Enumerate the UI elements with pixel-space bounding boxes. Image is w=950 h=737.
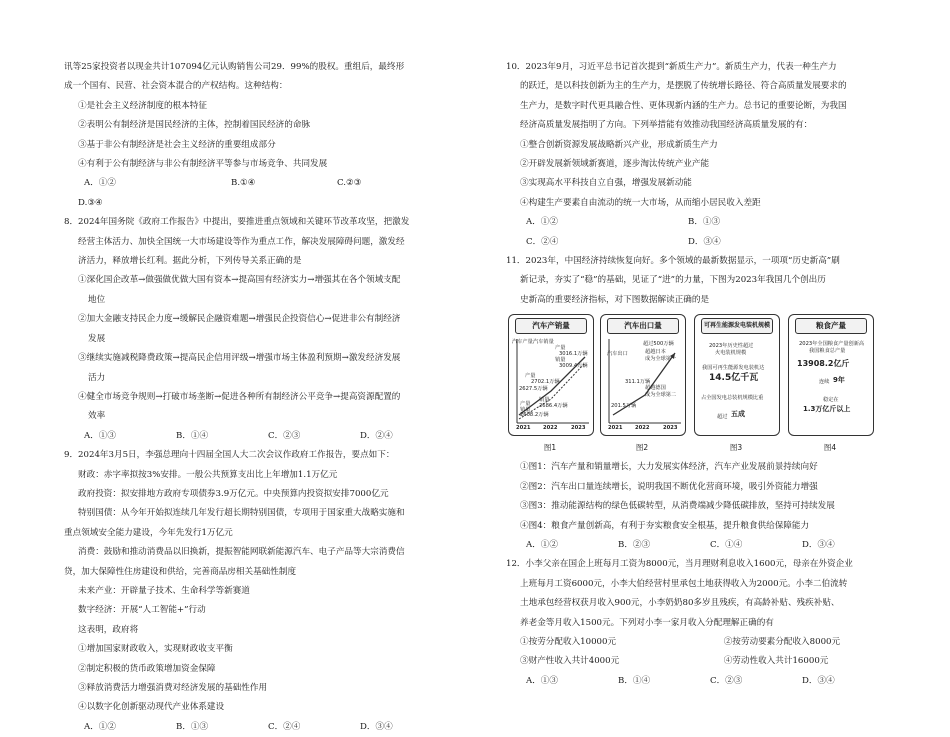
q12-stem: 12．小李父亲在国企上班每月工资为8000元，当月理财利息收入1600元，母亲在外资企业 — [506, 559, 853, 570]
q7-choice-b[interactable]: B.①④ — [231, 178, 256, 189]
q10-answer-choices — [506, 213, 908, 232]
q9-line: 政府投资：拟安排地方政府专项债券3.9万亿元。中央预算内投资拟安排7000亿元 — [78, 488, 389, 499]
q10-stem: 经济高质量发展指明了方向。下列举措能有效推动我国经济高质量发展的有： — [520, 120, 813, 131]
panel-title: 粮食产量 — [795, 318, 867, 334]
q12-stem: 养老金等月收入1500元。下列对小李一家月收入分配理解正确的有 — [520, 617, 774, 628]
q9-stem: 9．2024年3月5日，李强总理向十四届全国人大二次会议作政府工作报告，要点如下： — [64, 450, 395, 461]
text: 我国粮食总产量 — [809, 348, 846, 355]
q10-choice-c[interactable]: C．②④ — [526, 236, 559, 247]
label: 超过500万辆 — [643, 341, 674, 348]
panel-title: 汽车产销量 — [515, 318, 587, 334]
share-value: 五成 — [731, 410, 745, 419]
q12-option-2: ②按劳动要素分配收入8000元 — [723, 636, 841, 647]
q10-answer-choices-2 — [506, 233, 908, 252]
q11-stem: 11．2023年，中国经济持续恢复向好。多个领域的最新数据显示，一项项“历史新高”刷 — [506, 256, 840, 267]
q11-option-3: ③图3：推动能源结构的绿色低碳转型，从消费端减少降低碳排放，坚持可持续发展 — [520, 501, 835, 512]
figure-panel-car-exports — [600, 314, 686, 436]
q8-answer-choices — [64, 427, 457, 446]
q11-option-1: ①图1：汽车产量和销量增长，大力发展实体经济，汽车产业发展前景持续向好 — [520, 462, 818, 473]
q9-choice-a[interactable]: A．①② — [84, 721, 116, 732]
q10-stem: 的跃迁，是以科技创新为主的生产力，是摆脱了传统增长路径、符合高质量发展要求的 — [520, 81, 847, 92]
q12-option-1: ①按劳分配收入10000元 — [520, 636, 617, 647]
q10-option-4: ④构建生产要素自由流动的统一大市场，从而缩小居民收入差距 — [520, 197, 761, 208]
panel-title: 汽车出口量 — [607, 318, 679, 334]
x-tick: 2021 — [608, 425, 623, 432]
q9-option-2: ②制定积极的货币政策增加资金保障 — [78, 663, 216, 674]
q8-option-1-cont: 地位 — [88, 294, 106, 305]
q8-option-3: ③继续实施减税降费政策→提高民企信用评级→增强市场主体盈利预期→激发经济发展 — [78, 353, 401, 364]
grain-output-value: 13908.2亿斤 — [797, 359, 850, 369]
x-tick: 2023 — [571, 425, 586, 432]
q9-choice-d[interactable]: D．③④ — [360, 721, 393, 732]
q12-stem: 上班每月工资6000元，小李大伯经营村里承包土地获得收入为2000元。小李二伯流转 — [520, 578, 848, 589]
q10-choice-b[interactable]: B．①③ — [688, 217, 721, 228]
q9-line: 这表明，政府将 — [78, 624, 139, 635]
figure-caption: 图1 — [543, 443, 557, 453]
q9-answer-choices — [64, 718, 457, 737]
q12-choice-b[interactable]: B．①④ — [618, 675, 651, 686]
q9-line: 消费：鼓励和推动消费品以旧换新，提振智能网联新能源汽车、电子产品等大宗消费信 — [78, 547, 405, 558]
x-tick: 2022 — [543, 425, 558, 432]
figure-caption: 图3 — [729, 443, 743, 453]
legend-production: 汽车产量 — [512, 339, 533, 346]
figure-caption: 图4 — [823, 443, 837, 453]
q10-choice-d[interactable]: D．③④ — [688, 236, 721, 247]
label: 2608.2万辆 — [520, 412, 549, 419]
q8-choice-c[interactable]: C．②③ — [268, 430, 301, 441]
x-tick: 2023 — [663, 425, 678, 432]
label: 产量 — [520, 401, 531, 408]
text-line: 成一个国有、民营、社会资本混合的产权结构。这种结构： — [64, 81, 288, 92]
q9-line: 数字经济：开展“人工智能+”行动 — [78, 605, 206, 616]
q11-option-4: ④图4：粮食产量创新高，有利于夯实粮食安全根基，提升粮食供给保障能力 — [520, 520, 810, 531]
text: 2023年历史性超过 — [709, 343, 754, 350]
text: 我国可再生能源发电装机达 — [702, 365, 765, 372]
q11-answer-choices — [506, 536, 908, 555]
q12-option-3: ③财产性收入共计4000元 — [520, 656, 620, 667]
text: 2023年全国粮食产量创新高 — [799, 341, 865, 348]
q12-answer-choices — [506, 672, 908, 691]
q8-stem: 经营主体活力、加快全国统一大市场建设等作为重点工作，解决发展障碍问题，激发经 — [78, 236, 405, 247]
q10-option-1: ①整合创新资源发展战略新兴产业，形成新质生产力 — [520, 139, 718, 150]
figure-panel-grain-output — [788, 314, 874, 436]
label: 3016.1万辆 — [559, 351, 588, 358]
q11-choice-d[interactable]: D．③④ — [802, 539, 835, 550]
q9-line: 贷，加大保障性住房建设和供给，完善商品房相关基础性制度 — [64, 566, 297, 577]
q7-option-1: ①是社会主义经济制度的根本特征 — [78, 100, 207, 111]
capacity-value: 14.5亿千瓦 — [709, 373, 759, 384]
q8-stem: 8．2024年国务院《政府工作报告》中提出，要推进重点领域和关键环节改革攻坚，把激发 — [64, 217, 410, 228]
q12-option-4: ④劳动性收入共计16000元 — [723, 656, 829, 667]
figure-caption: 图2 — [635, 443, 649, 453]
q7-choice-c[interactable]: C.②③ — [337, 178, 362, 189]
label: 产量 — [555, 345, 566, 352]
q9-option-4: ④以数字化创新驱动现代产业体系建设 — [78, 702, 225, 713]
grain-threshold-value: 1.3万亿斤以上 — [803, 405, 851, 414]
q9-line: 财政：赤字率拟按3%安排。一般公共预算支出比上年增加1.1万亿元 — [78, 469, 338, 480]
label: 311.1万辆 — [625, 379, 651, 386]
q12-options-row-1 — [506, 633, 908, 652]
years-value: 9年 — [833, 376, 845, 385]
q11-choice-a[interactable]: A．①② — [526, 539, 558, 550]
q9-line: 重点领域安全能力建设，今年先发行1万亿元 — [64, 527, 233, 538]
q9-line: 未来产业：开辟量子技术、生命科学等新赛道 — [78, 585, 250, 596]
q8-option-4: ④健全市场竞争规则→打破市场垄断→促进各种所有制经济公平竞争→提高资源配置的 — [78, 391, 401, 402]
q11-choice-c[interactable]: C．①④ — [710, 539, 743, 550]
label: 2686.4万辆 — [539, 403, 568, 410]
legend-export: 汽车出口 — [607, 351, 628, 358]
label: 成为全球第二 — [645, 392, 677, 399]
q12-choice-d[interactable]: D．③④ — [802, 675, 835, 686]
q10-choice-a[interactable]: A．①② — [526, 217, 558, 228]
q9-line: 特别国债：从今年开始拟连续几年发行超长期特别国债，专项用于国家重大战略实施和 — [78, 508, 405, 519]
q8-choice-b[interactable]: B．①④ — [176, 430, 209, 441]
label: 3009.4万辆 — [559, 363, 588, 370]
left-column — [64, 58, 457, 737]
right-column — [506, 58, 908, 691]
x-tick: 2022 — [635, 425, 650, 432]
figure-panel-renewable-capacity — [694, 314, 780, 436]
q11-option-2: ②图2：汽车出口量连续增长，说明我国不断优化营商环境，吸引外资能力增强 — [520, 481, 818, 492]
q8-option-2-cont: 发展 — [88, 333, 106, 344]
q10-option-2: ②开辟发展新领域新赛道，逐步淘汰传统产业产能 — [520, 159, 710, 170]
label: 销量 — [555, 357, 566, 364]
q9-option-3: ③释放消费活力增强消费对经济发展的基础性作用 — [78, 683, 268, 693]
q11-stem: 史新高的重要经济指标，对下图数据解读正确的是 — [520, 294, 710, 305]
q7-option-3: ③基于非公有制经济是社会主义经济的重要组成部分 — [78, 139, 276, 150]
q9-choice-b[interactable]: B．①③ — [176, 721, 209, 732]
text: 连续 — [819, 379, 830, 386]
label: 2627.5万辆 — [519, 386, 548, 393]
q9-option-1: ①增加国家财政收入，实现财政收支平衡 — [78, 644, 233, 655]
label: 销量 — [539, 397, 550, 404]
q10-option-3: ③实现高水平科技自立自强，增强发展新动能 — [520, 178, 692, 189]
label: 产量 — [525, 373, 536, 380]
q7-option-4: ④有利于公有制经济与非公有制经济平等参与市场竞争、共同发展 — [78, 159, 328, 170]
text: 火电装机规模 — [715, 350, 747, 357]
label: 2702.1万辆 — [531, 379, 560, 386]
q12-stem: 土地承包经营权获月收入900元，小李奶奶80多岁且残疾，有高龄补贴、残疾补贴、 — [520, 598, 840, 609]
q9-choice-c[interactable]: C．②④ — [268, 721, 301, 732]
q7-choice-a[interactable]: A．①② — [84, 178, 116, 189]
q7-choice-d[interactable]: D.③④ — [78, 197, 103, 208]
figure-panel-car-production-sales — [508, 314, 594, 436]
q8-option-3-cont: 活力 — [88, 372, 106, 383]
label: 超越日本 — [645, 349, 666, 356]
label: 201.5万辆 — [611, 403, 637, 410]
q12-choice-a[interactable]: A．①③ — [526, 675, 558, 686]
text: 稳定在 — [823, 397, 839, 404]
panel-title: 可再生能源发电装机规模 — [701, 318, 773, 334]
q10-stem: 10．2023年9月，习近平总书记首次提到“新质生产力”。新质生产力，代表一种生产力 — [506, 62, 837, 72]
label: 超越德国 — [645, 385, 666, 392]
text-line: 讯等25家投资者以现金共计107094亿元认购销售公司29．99%的股权。重组后，最终形 — [64, 62, 405, 72]
legend-sales: 汽车销量 — [533, 339, 554, 346]
label: 销量 — [520, 407, 531, 414]
q11-stem: 新记录，夯实了“稳”的基础，见证了“进”的力量，下图为2023年我国几个创出历 — [520, 275, 826, 286]
q8-choice-a[interactable]: A．①③ — [84, 430, 116, 441]
q7-answer-choices — [64, 174, 457, 193]
q10-stem: 生产力，是数字时代更具融合性、更体现新内涵的生产力。总书记的重要论断，为我国 — [520, 100, 847, 111]
q7-option-2: ②表明公有制经济是国民经济的主体，控制着国民经济的命脉 — [78, 120, 311, 131]
q8-option-1: ①深化国企改革→做强做优做大国有资本→提高国有经济实力→增强其在各个领域支配 — [78, 275, 401, 286]
label: 成为全球第一 — [645, 356, 677, 363]
text: 超过 — [717, 414, 728, 421]
text: 占全国发电总装机规模比重 — [701, 395, 764, 402]
q11-choice-b[interactable]: B．②③ — [618, 539, 651, 550]
x-tick: 2021 — [516, 425, 531, 432]
car-export-chart — [601, 315, 685, 435]
q8-option-2: ②加大金融支持民企力度→缓解民企融资难题→增强民企投资信心→促进非公有制经济 — [78, 314, 401, 325]
q12-options-row-2 — [506, 652, 908, 671]
q8-choice-d[interactable]: D．②④ — [360, 430, 393, 441]
q8-stem: 济活力，释放增长红利。据此分析，下列传导关系正确的是 — [78, 256, 302, 267]
q12-choice-c[interactable]: C．②③ — [710, 675, 743, 686]
q11-figure-strip — [508, 314, 908, 454]
q8-option-4-cont: 效率 — [88, 411, 106, 422]
